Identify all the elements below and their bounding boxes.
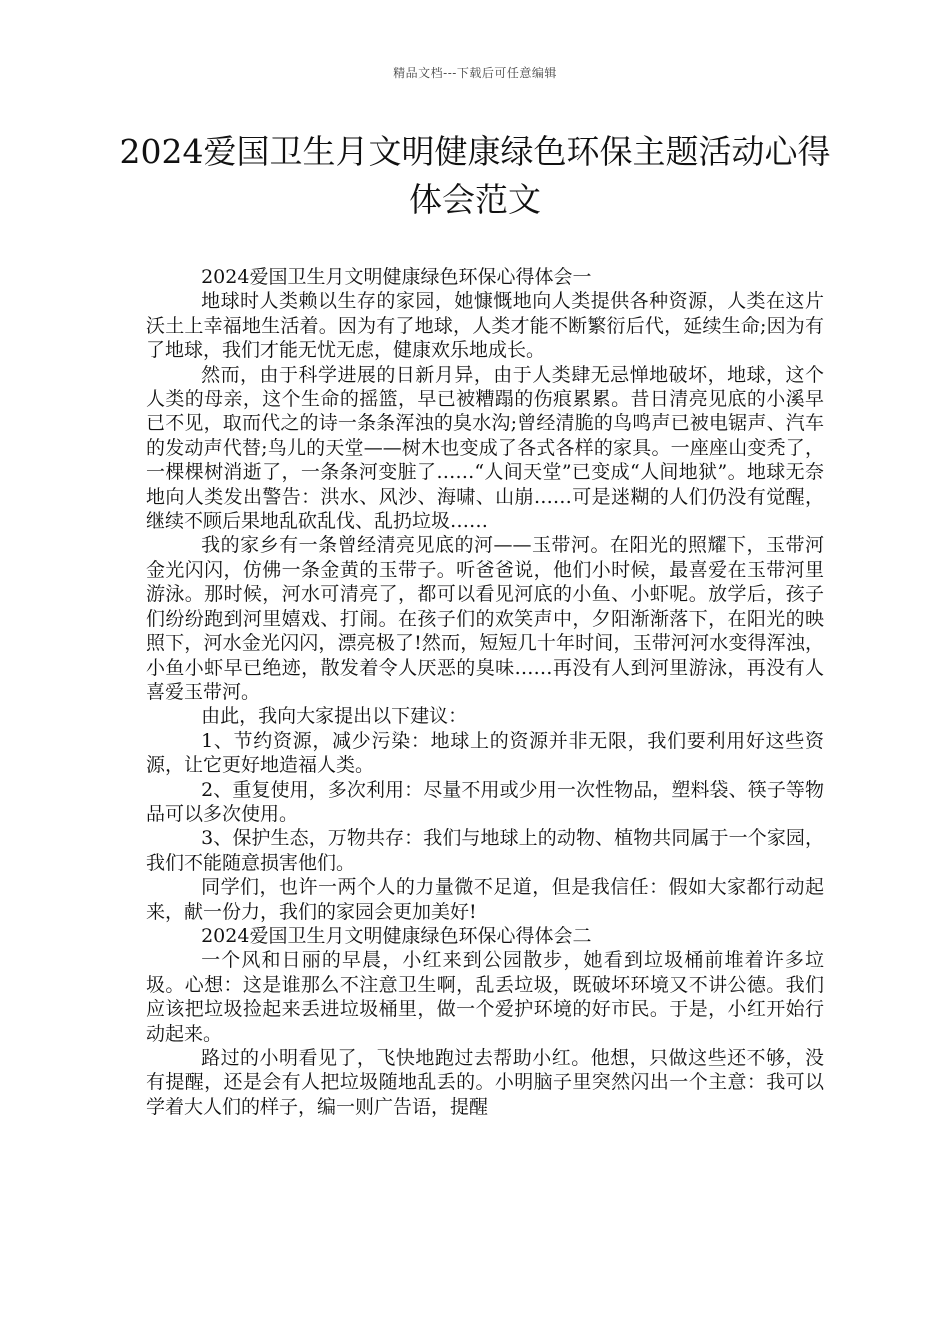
body-paragraph: 路过的小明看见了，飞快地跑过去帮助小红。他想，只做这些还不够，没有提醒，还是会有人把垃圾随地乱丢的。小明脑子里突然闪出一个主意：我可以学着大人们的样子，编一则广告语，提醒 — [146, 1047, 824, 1118]
body-paragraph: 我的家乡有一条曾经清亮见底的河——玉带河。在阳光的照耀下，玉带河金光闪闪，仿佛一条金黄的玉带子。听爸爸说，他们小时候，最喜爱在玉带河里游泳。那时候，河水可清亮了，都可以看见河底的小鱼、小虾呢。放学后，孩子们纷纷跑到河里嬉戏、打闹。在孩子们的欢笑声中，夕阳渐渐落下，在阳光的映照下，河水金光闪闪，漂亮极了!然而，短短几十年时间，玉带河河水变得浑浊，小鱼小虾早已绝迹，散发着令人厌恶的臭味……再没有人到河里游泳，再没有人喜爱玉带河。 — [146, 534, 824, 703]
body-paragraph: 同学们，也许一两个人的力量微不足道，但是我信任：假如大家都行动起来，献一份力，我们的家园会更加美好! — [146, 876, 824, 923]
suggestion-item: 2、重复使用，多次利用：尽量不用或少用一次性物品，塑料袋、筷子等物品可以多次使用。 — [146, 778, 824, 825]
suggestion-item: 1、节约资源，减少污染：地球上的资源并非无限，我们要利用好这些资源，让它更好地造福人类。 — [146, 729, 824, 777]
body-paragraph: 地球时人类赖以生存的家园，她慷慨地向人类提供各种资源，人类在这片沃土上幸福地生活着。因为有了地球，人类才能不断繁衍后代，延续生命;因为有了地球，我们才能无忧无虑，健康欢乐地成长。 — [146, 290, 824, 362]
body-paragraph: 然而，由于科学进展的日新月异，由于人类肆无忌惮地破坏，地球，这个人类的母亲，这个生命的摇篮，早已被糟蹋的伤痕累累。昔日清亮见底的小溪早已不见，取而代之的诗一条条浑浊的臭水沟;曾经清脆的鸟鸣声已被电锯声、汽车的发动声代替;鸟儿的天堂——树木也变成了各式各样的家具。一座座山变秃了，一棵棵树消逝了，一条条河变脏了……“人间天堂”已变成“人间地狱”。地球无奈地向人类发出警告：洪水、风沙、海啸、山崩……可是迷糊的人们仍没有觉醒，继续不顾后果地乱砍乱伐、乱扔垃圾…… — [146, 363, 824, 533]
document-title: 2024爱国卫生月文明健康绿色环保主题活动心得体会范文 — [119, 132, 831, 219]
document-body — [146, 265, 824, 1119]
section-heading-two: 2024爱国卫生月文明健康绿色环保心得体会二 — [201, 924, 592, 947]
document-header-note: 精品文档---下载后可任意编辑 — [393, 66, 557, 80]
section-heading-one: 2024爱国卫生月文明健康绿色环保心得体会一 — [201, 266, 592, 288]
body-paragraph: 由此，我向大家提出以下建议： — [201, 705, 468, 728]
suggestion-item: 3、保护生态，万物共存：我们与地球上的动物、植物共同属于一个家园，我们不能随意损害他们。 — [146, 827, 824, 874]
body-paragraph: 一个风和日丽的早晨，小红来到公园散步，她看到垃圾桶前堆着许多垃圾。心想：这是谁那么不注意卫生啊，乱丢垃圾，既破坏环境又不讲公德。我们应该把垃圾捡起来丢进垃圾桶里，做一个爱护环境的好市民。于是，小红开始行动起来。 — [146, 949, 824, 1045]
